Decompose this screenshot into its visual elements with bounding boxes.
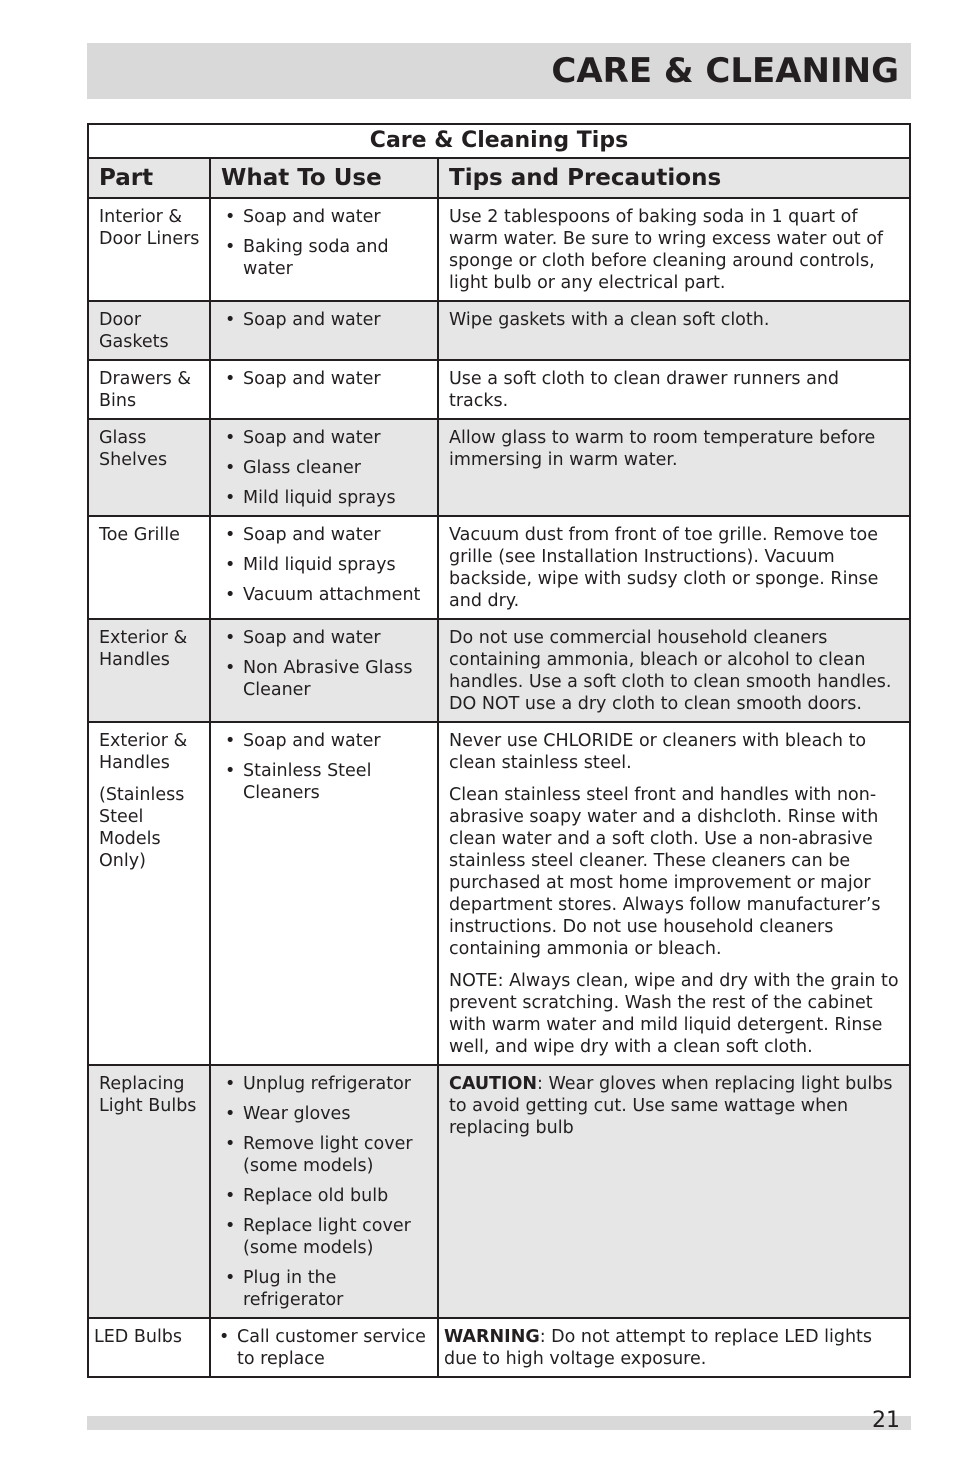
use-item: • Baking soda and water bbox=[221, 236, 429, 280]
column-header-part: Part bbox=[88, 158, 210, 198]
use-item: • Remove light cover (some models) bbox=[221, 1133, 429, 1177]
warning-body: : Do not attempt to replace LED lights due to high voltage exposure. bbox=[444, 1327, 873, 1369]
use-item: • Soap and water bbox=[221, 627, 429, 649]
use-item: • Mild liquid sprays bbox=[221, 554, 429, 576]
part-label: Exterior & Handles bbox=[99, 628, 188, 670]
table-row bbox=[88, 419, 910, 516]
part-cell bbox=[88, 360, 210, 419]
use-cell bbox=[210, 198, 438, 301]
caution-text bbox=[449, 1073, 901, 1139]
use-item: • Soap and water bbox=[221, 730, 429, 752]
use-item: • Plug in the refrigerator bbox=[221, 1267, 429, 1311]
use-item: • Replace old bulb bbox=[221, 1185, 429, 1207]
tip-note: NOTE: Always clean, wipe and dry with the grain to prevent scratching. Wash the rest of the cabinet with warm water and mild liquid detergent. Rinse well, and wipe dry with a clean soft cloth. bbox=[449, 971, 899, 1057]
caution-body: : Wear gloves when replacing light bulbs to avoid getting cut. Use same wattage when replacing bulb bbox=[449, 1074, 893, 1138]
column-header-tips: Tips and Precautions bbox=[438, 158, 910, 198]
tip-text: Vacuum dust from front of toe grille. Remove toe grille (see Installation Instructions). Vacuum backside, wipe with sudsy cloth or sponge. Rinse and dry. bbox=[449, 525, 879, 611]
use-cell bbox=[210, 1318, 438, 1377]
table-caption: Care & Cleaning Tips bbox=[88, 124, 910, 158]
tip-text: Clean stainless steel front and handles with non-abrasive soapy water and a dishcloth. Rinse with clean water and a soft cloth. Use a non-abrasive stainless steel cleaner. These cleaners can be purchased at most home improvement or major department stores. Always follow manufacturer’s instructions. Do not use household cleaners containing ammonia or bleach. bbox=[449, 785, 881, 959]
use-cell bbox=[210, 419, 438, 516]
tips-cell bbox=[438, 360, 910, 419]
section-title: CARE & CLEANING bbox=[551, 51, 899, 91]
use-cell bbox=[210, 360, 438, 419]
tips-cell bbox=[438, 722, 910, 1065]
table-row bbox=[88, 1318, 910, 1377]
use-cell bbox=[210, 516, 438, 619]
part-label: Toe Grille bbox=[99, 525, 180, 545]
section-header-bar bbox=[87, 43, 911, 99]
use-item: • Wear gloves bbox=[221, 1103, 429, 1125]
part-label: Replacing Light Bulbs bbox=[99, 1074, 197, 1116]
use-item: • Soap and water bbox=[221, 524, 429, 546]
tips-cell bbox=[438, 301, 910, 360]
part-cell bbox=[88, 301, 210, 360]
table-row bbox=[88, 301, 910, 360]
use-cell bbox=[210, 722, 438, 1065]
footer-bar bbox=[87, 1416, 911, 1430]
use-item: • Non Abrasive Glass Cleaner bbox=[221, 657, 429, 701]
use-item: • Replace light cover (some models) bbox=[221, 1215, 429, 1259]
use-item: • Unplug refrigerator bbox=[221, 1073, 429, 1095]
column-header-what-to-use: What To Use bbox=[210, 158, 438, 198]
tips-cell bbox=[438, 198, 910, 301]
part-cell bbox=[88, 1318, 210, 1377]
part-cell bbox=[88, 1065, 210, 1318]
use-item: • Soap and water bbox=[221, 309, 429, 331]
use-cell bbox=[210, 301, 438, 360]
table-row bbox=[88, 619, 910, 722]
tips-cell bbox=[438, 516, 910, 619]
tips-cell bbox=[438, 419, 910, 516]
warning-label: WARNING bbox=[444, 1327, 540, 1347]
use-item: • Soap and water bbox=[221, 427, 429, 449]
tip-text: Wipe gaskets with a clean soft cloth. bbox=[449, 310, 770, 330]
tip-text: Never use CHLORIDE or cleaners with bleach to clean stainless steel. bbox=[449, 731, 867, 773]
part-label: Door Gaskets bbox=[99, 310, 169, 352]
page-number: 21 bbox=[872, 1408, 900, 1433]
part-cell bbox=[88, 516, 210, 619]
part-cell bbox=[88, 419, 210, 516]
use-cell bbox=[210, 1065, 438, 1318]
tips-cell bbox=[438, 1065, 910, 1318]
care-cleaning-table bbox=[87, 123, 911, 1378]
part-label: Exterior & Handles bbox=[99, 731, 188, 773]
part-cell bbox=[88, 198, 210, 301]
tip-text: Do not use commercial household cleaners containing ammonia, bleach or alcohol to clean handles. Use a soft cloth to clean smooth handles. DO NOT use a dry cloth to clean smooth doors. bbox=[449, 628, 892, 714]
use-item: • Call customer service to replace bbox=[215, 1326, 429, 1370]
table-row bbox=[88, 516, 910, 619]
use-item: • Soap and water bbox=[221, 206, 429, 228]
tip-text: Allow glass to warm to room temperature before immersing in warm water. bbox=[449, 428, 876, 470]
part-label: Glass Shelves bbox=[99, 428, 168, 470]
table-row bbox=[88, 722, 910, 1065]
part-qualifier: (Stainless Steel Models Only) bbox=[99, 785, 185, 871]
tips-cell bbox=[438, 1318, 910, 1377]
tips-cell bbox=[438, 619, 910, 722]
part-cell bbox=[88, 722, 210, 1065]
use-item: • Stainless Steel Cleaners bbox=[221, 760, 429, 804]
use-item: • Glass cleaner bbox=[221, 457, 429, 479]
part-label: Drawers & Bins bbox=[99, 369, 191, 411]
table-row bbox=[88, 1065, 910, 1318]
use-cell bbox=[210, 619, 438, 722]
part-label: Interior & Door Liners bbox=[99, 207, 200, 249]
warning-text bbox=[444, 1326, 905, 1370]
tip-text: Use 2 tablespoons of baking soda in 1 quart of warm water. Be sure to wring excess water out of sponge or cloth before cleaning around controls, light bulb or any electrical part. bbox=[449, 207, 884, 293]
caution-label: CAUTION bbox=[449, 1074, 538, 1094]
use-item: • Soap and water bbox=[221, 368, 429, 390]
use-item: • Vacuum attachment bbox=[221, 584, 429, 606]
table-row bbox=[88, 198, 910, 301]
part-cell bbox=[88, 619, 210, 722]
table-row bbox=[88, 360, 910, 419]
part-label: LED Bulbs bbox=[94, 1327, 183, 1347]
tip-text: Use a soft cloth to clean drawer runners and tracks. bbox=[449, 369, 840, 411]
use-item: • Mild liquid sprays bbox=[221, 487, 429, 509]
